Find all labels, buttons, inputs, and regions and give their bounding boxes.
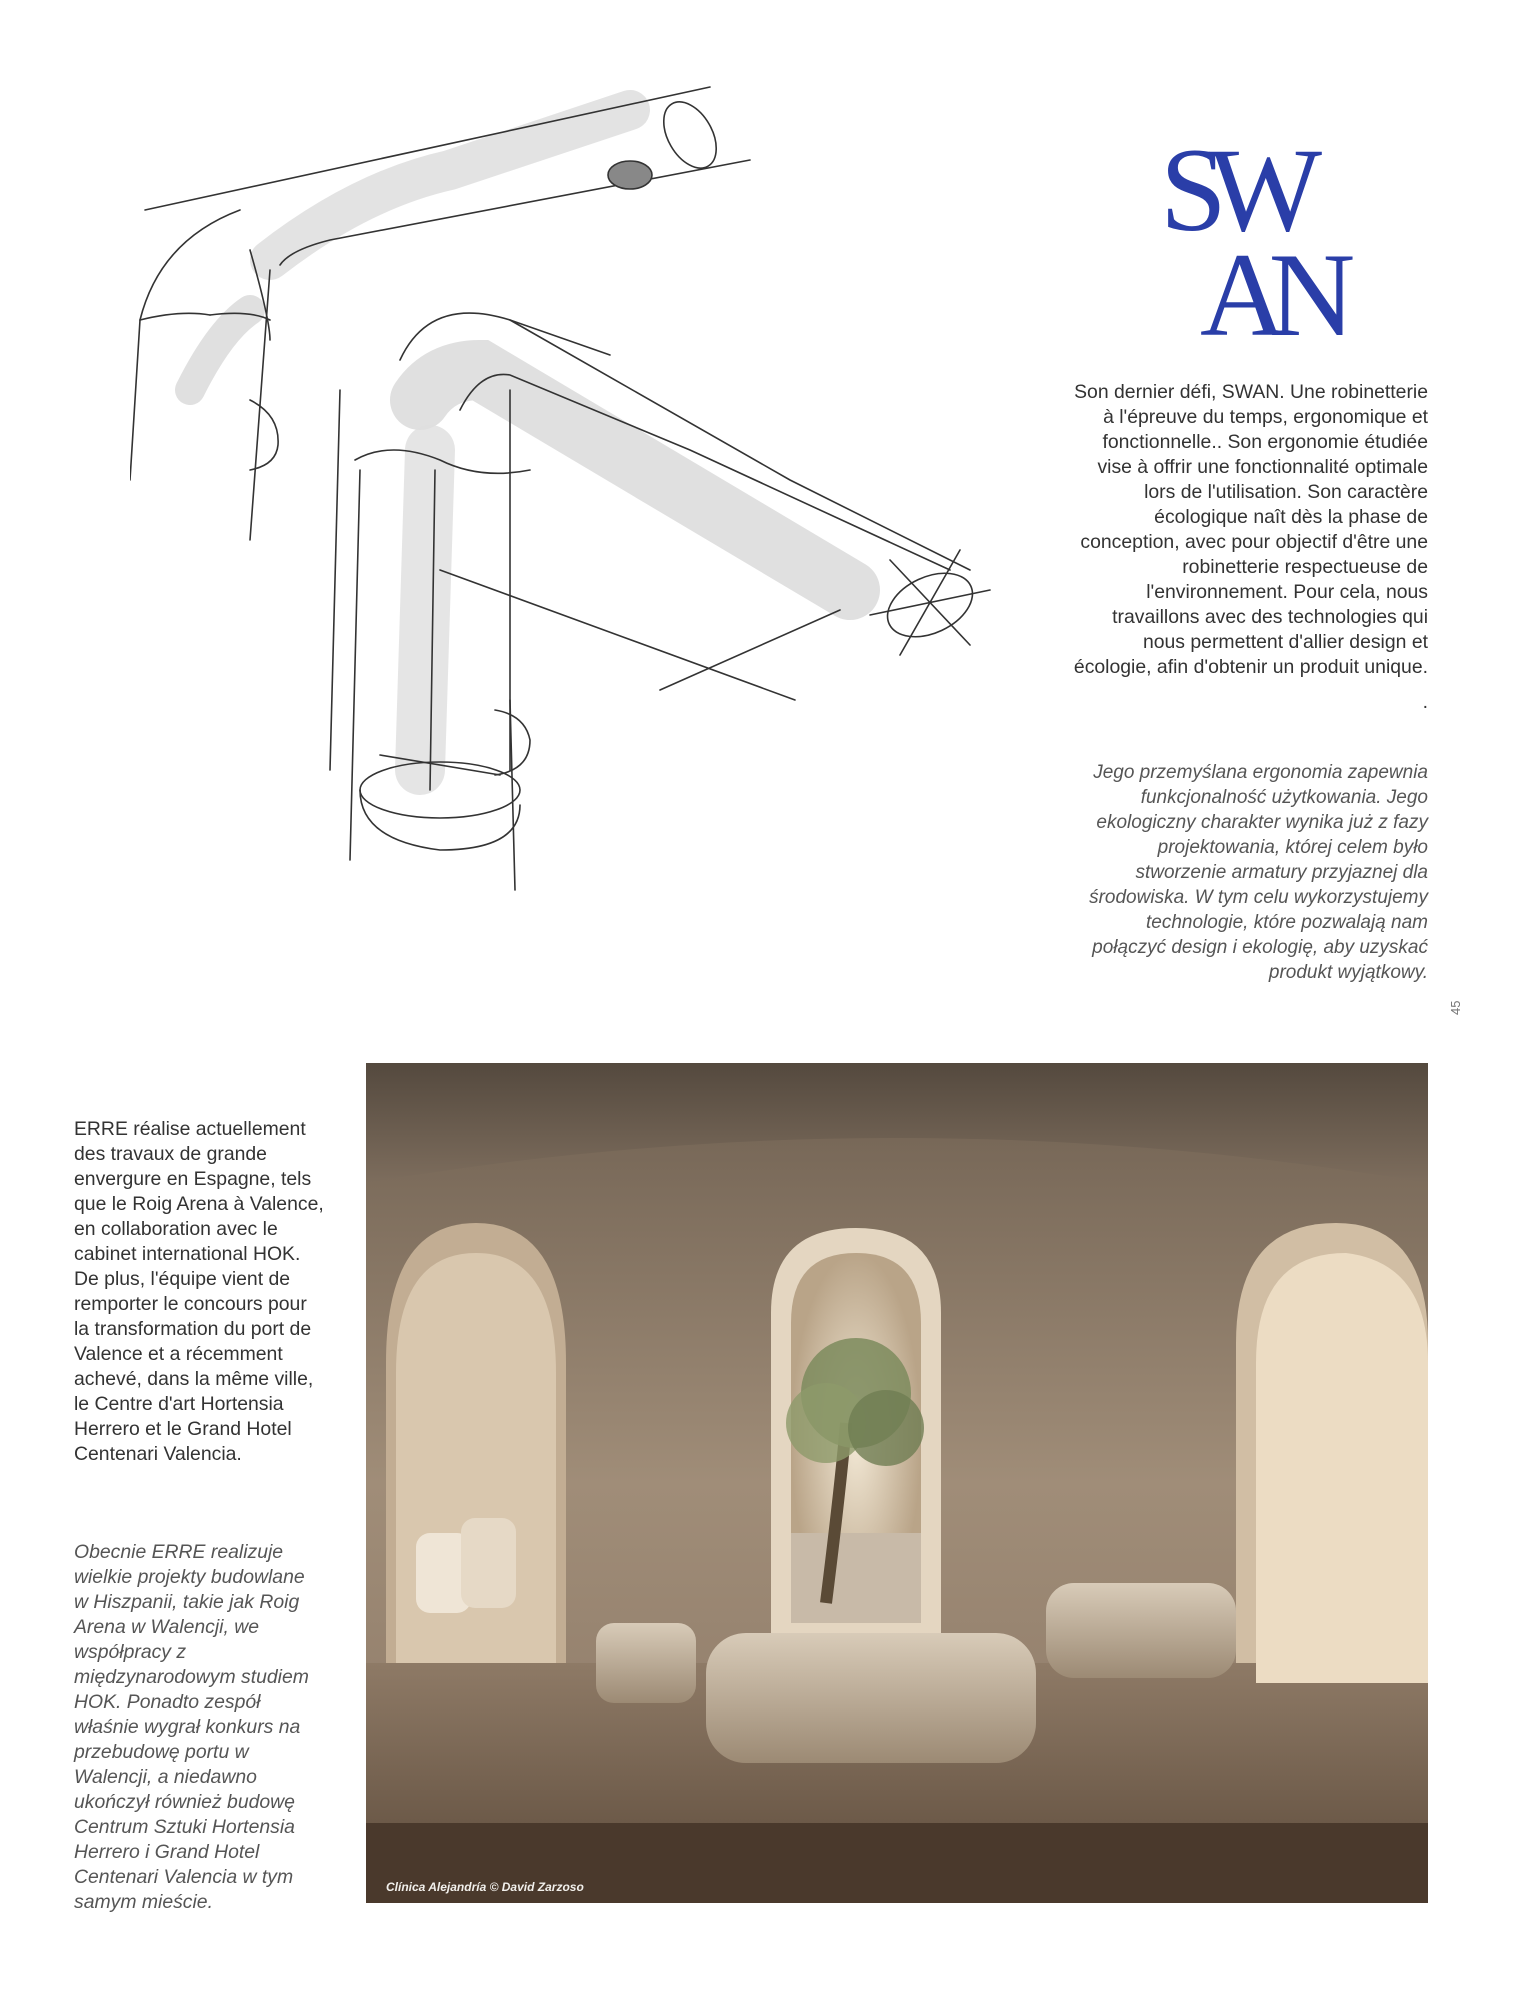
swan-logo: [1160, 130, 1380, 340]
faucet-sketch-illustration: [130, 70, 1010, 900]
intro-paragraph-fr: Son dernier défi, SWAN. Une robinetterie à l'épreuve du temps, ergonomique et fonctionnelle.. Son ergonomie étudiée vise à offrir une fonctionnalité optimale lors de l'utilisation. Son caractère écologique naît dès la phase de conception, avec pour objectif d'être une robinetterie respectueuse de l'environnement. Pour cela, nous travaillons avec des technologies qui nous permettent d'allier design et écologie, afin d'obtenir un produit unique.: [1073, 381, 1428, 678]
logo-letters-bottom: AN: [1200, 228, 1338, 340]
intro-marker: .: [1422, 691, 1428, 713]
photo-caption: Clínica Alejandría © David Zarzoso: [386, 1880, 584, 1894]
faucet-sketch-bottom: [330, 313, 990, 900]
intro-paragraph-pl: Jego przemyślana ergonomia zapewnia funkcjonalność użytkowania. Jego ekologiczny charakter wynika już z fazy projektowania, której celem było stworzenie armatury przyjaznej dla środowiska. W tym celu wykorzystujemy technologie, które pozwalają nam połączyć design i ekologię, aby uzyskać produkt wyjątkowy.: [1089, 762, 1428, 983]
interior-photo: [366, 1063, 1428, 1903]
page-number: 45: [1448, 1000, 1463, 1015]
projects-text-fr: ERRE réalise actuellement des travaux de grande envergure en Espagne, tels que le Roig Arena à Valence, en collaboration avec le cabinet international HOK. De plus, l'équipe vient de remporter le concours pour la transformation du port de Valence et a récemment achevé, dans la même ville, le Centre d'art Hortensia Herrero et le Grand Hotel Centenari Valencia.: [74, 1118, 324, 1465]
intro-text-fr: [1068, 380, 1428, 715]
intro-text-pl: [1068, 760, 1428, 985]
logo-letters-top: SW: [1160, 130, 1304, 256]
projects-text-pl: Obecnie ERRE realizuje wielkie projekty budowlane w Hiszpanii, takie jak Roig Arena w Walencji, we współpracy z międzynarodowym studiem HOK. Ponadto zespół właśnie wygrał konkurs na przebudowę portu w Walencji, a niedawno ukończył również budowę Centrum Sztuki Hortensia Herrero i Grand Hotel Centenari Valencia w tym samym mieście.: [74, 1541, 309, 1913]
